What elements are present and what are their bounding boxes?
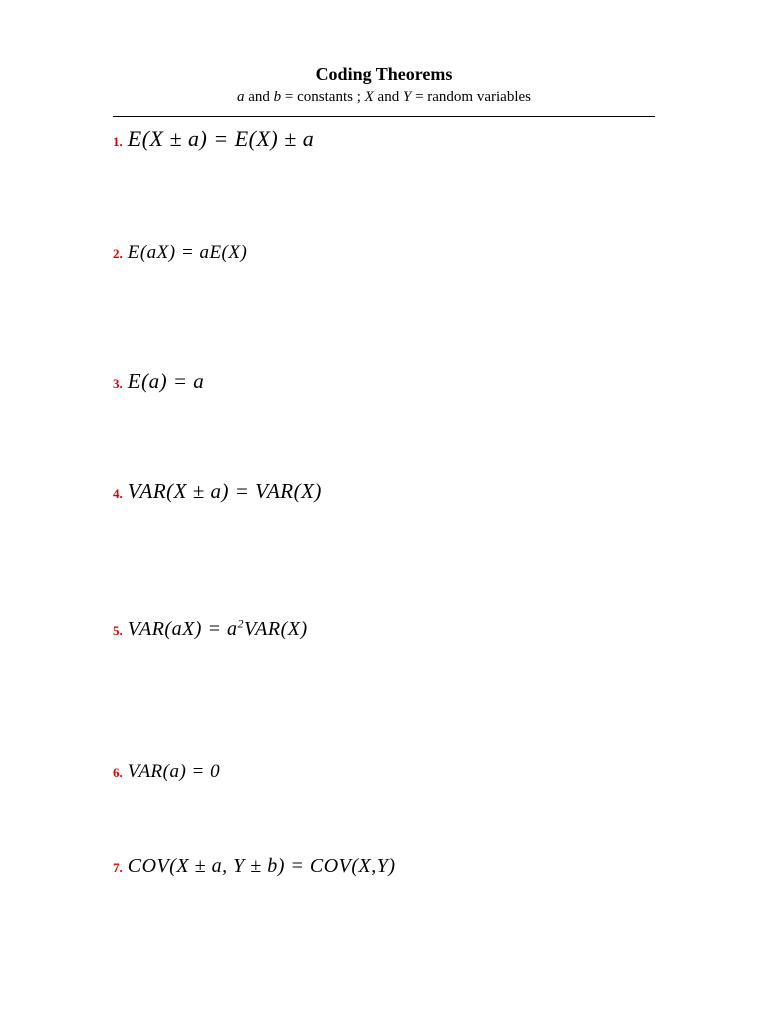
theorem-number: 4. xyxy=(113,486,123,501)
formula-main: VAR(aX) = a xyxy=(127,617,238,640)
theorem-item-7 xyxy=(113,855,396,878)
theorem-formula: COV(X ± a, Y ± b) = COV(X,Y) xyxy=(127,855,396,877)
theorem-formula: VAR(a) = 0 xyxy=(127,761,221,782)
theorem-number: 3. xyxy=(113,376,123,391)
formula-tail: VAR(X) xyxy=(243,617,308,640)
theorem-formula xyxy=(128,618,308,640)
theorem-formula: E(aX) = aE(X) xyxy=(127,242,248,263)
theorem-item-2 xyxy=(113,242,247,264)
subtitle-var-b: b xyxy=(273,89,282,105)
theorem-number: 2. xyxy=(113,246,123,261)
theorem-item-1 xyxy=(113,126,314,152)
subtitle-var-x: X xyxy=(364,89,374,105)
page-title: Coding Theorems xyxy=(315,64,453,84)
subtitle-constants: = constants ; xyxy=(281,89,365,105)
theorem-item-4 xyxy=(113,479,322,504)
theorem-item-3 xyxy=(113,369,204,394)
subtitle-and-1: and xyxy=(244,89,274,105)
subtitle-and-2: and xyxy=(373,89,403,105)
theorem-item-6 xyxy=(113,761,220,783)
page-subtitle xyxy=(0,89,768,106)
subtitle-random-variables: = random variables xyxy=(411,89,531,105)
theorem-formula: E(X ± a) = E(X) ± a xyxy=(127,126,315,151)
subtitle-var-a: a xyxy=(237,89,245,105)
header-divider xyxy=(113,116,655,117)
theorem-item-5 xyxy=(113,616,308,641)
subtitle-var-y: Y xyxy=(402,89,412,105)
theorem-formula: E(a) = a xyxy=(127,369,205,393)
theorem-number: 7. xyxy=(113,860,123,875)
theorem-number: 1. xyxy=(113,134,123,149)
theorem-number: 5. xyxy=(113,622,123,638)
theorem-number: 6. xyxy=(113,765,123,780)
theorem-formula: VAR(X ± a) = VAR(X) xyxy=(127,479,322,503)
formula-exponent: 2 xyxy=(237,616,244,630)
